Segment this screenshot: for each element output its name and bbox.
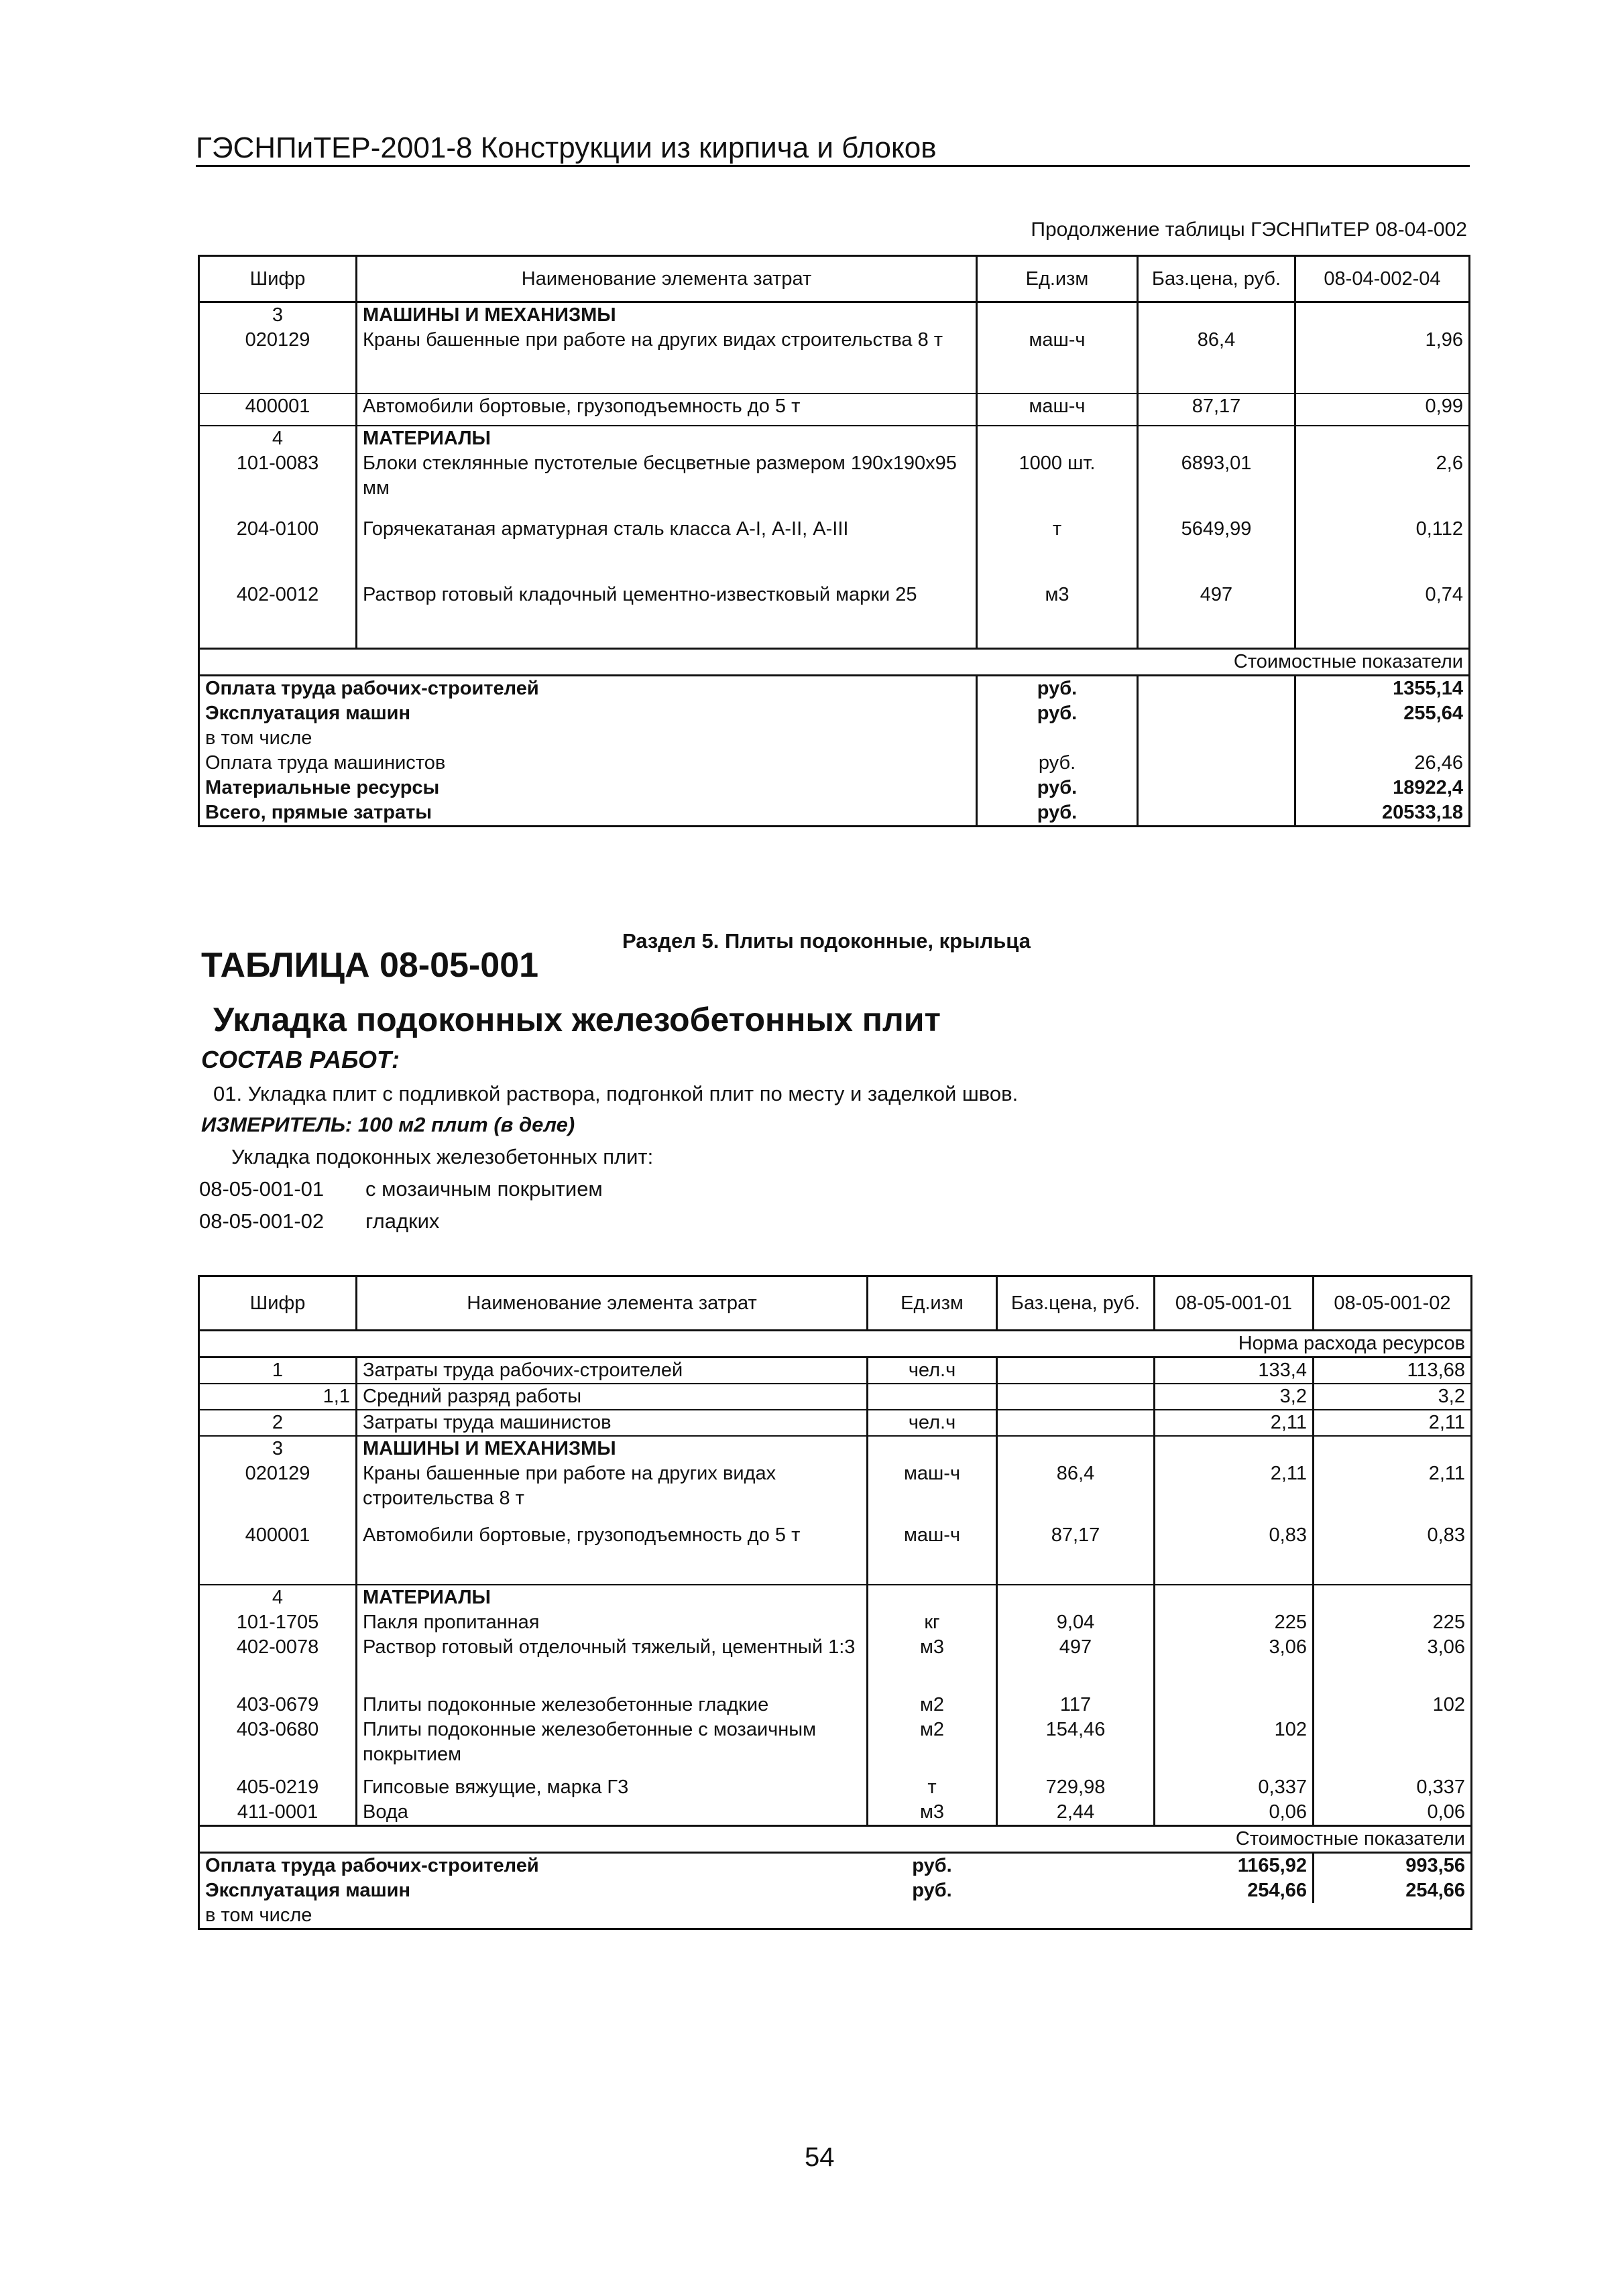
- row-value-1: [1155, 1585, 1314, 1610]
- table-header-row: [199, 1276, 1472, 1331]
- row-code: 020129: [199, 328, 357, 394]
- row-name: Краны башенные при работе на других видах строительства 8 т: [357, 1461, 868, 1523]
- cost-label: Оплата труда рабочих-строителей: [205, 1855, 539, 1876]
- row-unit: 1000 шт.: [977, 451, 1138, 517]
- cost-label: Эксплуатация машин: [205, 1880, 411, 1901]
- row-price: 6893,01: [1138, 451, 1295, 517]
- cost-unit: руб.: [912, 1855, 952, 1876]
- row-value: 1,96: [1295, 328, 1470, 394]
- table-row: [199, 1436, 1472, 1461]
- table-row: [199, 583, 1470, 648]
- cost-header-row: [199, 1826, 1472, 1853]
- row-price: [1138, 302, 1295, 328]
- row-code: 1,1: [199, 1384, 357, 1410]
- row-code: 2: [199, 1410, 357, 1436]
- row-price: 87,17: [997, 1523, 1155, 1585]
- cost-unit: [868, 1903, 997, 1929]
- cost-value-1: 254,66: [1155, 1878, 1314, 1903]
- variant-label: с мозаичным покрытием: [365, 1177, 603, 1201]
- row-value-2: 2,11: [1314, 1410, 1472, 1436]
- cost-unit: руб.: [977, 776, 1138, 800]
- row-unit: т: [868, 1775, 997, 1800]
- row-price: [997, 1384, 1155, 1410]
- table-heading: ТАБЛИЦА 08-05-001: [201, 946, 539, 985]
- row-value-2: 2,11: [1428, 1463, 1465, 1484]
- col-header-variant-2: 08-05-001-02: [1314, 1276, 1472, 1331]
- row-name: Раствор готовый кладочный цементно-известковый марки 25: [357, 583, 977, 648]
- row-unit: кг: [868, 1610, 997, 1635]
- cost-label: Всего, прямые затраты: [205, 801, 432, 823]
- table-row: [199, 1384, 1472, 1410]
- col-header-unit: Ед.изм: [868, 1276, 997, 1331]
- row-value-1: 2,11: [1155, 1410, 1314, 1436]
- cost-row: [199, 751, 1470, 776]
- variant-code: 08-05-001-01: [199, 1177, 325, 1201]
- row-price: 154,46: [997, 1717, 1155, 1775]
- row-code: 411-0001: [199, 1800, 357, 1826]
- variant-code: 08-05-001-02: [199, 1209, 325, 1233]
- row-value-2: 0,06: [1427, 1801, 1465, 1823]
- cost-label: в том числе: [205, 727, 312, 749]
- row-unit: маш-ч: [868, 1461, 997, 1523]
- table-row: [199, 1461, 1472, 1523]
- col-header-price: Баз.цена, руб.: [997, 1276, 1155, 1331]
- row-name: Раствор готовый отделочный тяжелый, цементный 1:3: [357, 1635, 868, 1693]
- row-code: 204-0100: [199, 517, 357, 583]
- cost-label: Оплата труда машинистов: [205, 751, 446, 774]
- table-row: [199, 517, 1470, 583]
- cost-row: [199, 1853, 1472, 1879]
- cost-value: 1355,14: [1393, 677, 1463, 699]
- row-name: МАТЕРИАЛЫ: [357, 426, 977, 451]
- row-value-2: 3,2: [1314, 1384, 1472, 1410]
- row-name: Краны башенные при работе на других видах строительства 8 т: [357, 328, 977, 394]
- table-row: [199, 1523, 1472, 1585]
- cost-row: [199, 1903, 1472, 1929]
- row-value-2: 0,337: [1416, 1776, 1465, 1798]
- section-title: Раздел 5. Плиты подоконные, крыльца: [622, 929, 1031, 953]
- row-name: Автомобили бортовые, грузоподъемность до 5 т: [357, 1523, 868, 1585]
- cost-unit: руб.: [912, 1880, 952, 1901]
- cost-header: Стоимостные показатели: [199, 1826, 1472, 1853]
- cost-unit: [977, 726, 1138, 751]
- cost-unit: руб.: [977, 800, 1138, 827]
- measure-unit: ИЗМЕРИТЕЛЬ: 100 м2 плит (в деле): [201, 1113, 575, 1136]
- row-unit: т: [977, 517, 1138, 583]
- row-unit: чел.ч: [868, 1357, 997, 1384]
- cost-value-2: 993,56: [1405, 1855, 1465, 1876]
- cost-row: [199, 726, 1470, 751]
- cost-row: [199, 701, 1470, 726]
- row-unit: маш-ч: [868, 1523, 997, 1585]
- norm-header-row: [199, 1331, 1472, 1357]
- row-unit: маш-ч: [977, 394, 1138, 426]
- table-row: [199, 1410, 1472, 1436]
- row-code: 101-1705: [199, 1610, 357, 1635]
- cost-value: [1295, 726, 1470, 751]
- row-name: Гипсовые вяжущие, марка Г3: [357, 1775, 868, 1800]
- row-value-1: 0,83: [1155, 1523, 1314, 1585]
- table-row: [199, 1357, 1472, 1384]
- cost-row: [199, 776, 1470, 800]
- cost-row: [199, 800, 1470, 827]
- row-unit: м2: [868, 1717, 997, 1775]
- row-unit: маш-ч: [977, 328, 1138, 394]
- cost-value-2: 254,66: [1405, 1880, 1465, 1901]
- col-header-name: Наименование элемента затрат: [357, 1276, 868, 1331]
- row-code: 1: [199, 1357, 357, 1384]
- variants-title: Укладка подоконных железобетонных плит:: [231, 1145, 654, 1168]
- row-unit: м3: [977, 583, 1138, 648]
- row-name: МАТЕРИАЛЫ: [357, 1585, 868, 1610]
- table-subtitle: Укладка подоконных железобетонных плит: [213, 1001, 941, 1038]
- row-unit: [868, 1436, 997, 1461]
- row-value-1: 0,337: [1155, 1775, 1314, 1800]
- row-code: 403-0679: [199, 1693, 357, 1717]
- row-value-1: 0,06: [1155, 1800, 1314, 1826]
- row-price: [997, 1585, 1155, 1610]
- col-header-code: Шифр: [199, 256, 357, 302]
- row-name: Вода: [357, 1800, 868, 1826]
- row-value-1: 225: [1155, 1610, 1314, 1635]
- row-code: 402-0078: [199, 1635, 357, 1693]
- cost-row: [199, 1878, 1472, 1903]
- row-code: 405-0219: [199, 1775, 357, 1800]
- row-name: МАШИНЫ И МЕХАНИЗМЫ: [357, 1436, 868, 1461]
- table-row: [199, 1693, 1472, 1717]
- norm-header: Норма расхода ресурсов: [199, 1331, 1472, 1357]
- row-name: МАШИНЫ И МЕХАНИЗМЫ: [357, 302, 977, 328]
- cost-label: Эксплуатация машин: [205, 702, 411, 724]
- resource-table-08-05-001: [198, 1275, 1472, 1930]
- row-value-2: 0,83: [1314, 1523, 1472, 1585]
- row-unit: [977, 302, 1138, 328]
- row-code: 020129: [199, 1461, 357, 1523]
- col-header-variant-1: 08-05-001-01: [1155, 1276, 1314, 1331]
- col-header-value: 08-04-002-04: [1295, 256, 1470, 302]
- row-price: 9,04: [997, 1610, 1155, 1635]
- row-value-2: 102: [1432, 1694, 1465, 1715]
- row-value-2: [1314, 1585, 1472, 1610]
- col-header-code: Шифр: [199, 1276, 357, 1331]
- row-price: [1138, 426, 1295, 451]
- row-price: 497: [1138, 583, 1295, 648]
- table-row: [199, 426, 1470, 451]
- row-value-1: 3,06: [1155, 1635, 1314, 1693]
- row-name: Плиты подоконные железобетонные гладкие: [357, 1693, 868, 1717]
- row-value: 0,74: [1425, 584, 1463, 605]
- cost-label: Оплата труда рабочих-строителей: [205, 677, 539, 699]
- work-step: 01. Укладка плит с подливкой раствора, подгонкой плит по месту и заделкой швов.: [213, 1082, 1019, 1105]
- row-code: 400001: [199, 394, 357, 426]
- row-value: [1295, 426, 1470, 451]
- row-value-2: 113,68: [1314, 1357, 1472, 1384]
- row-value-2: [1314, 1717, 1472, 1775]
- row-value: 0,112: [1415, 518, 1463, 540]
- row-code: 4: [199, 1585, 357, 1610]
- cost-value: 255,64: [1403, 702, 1463, 724]
- table-continuation-note: Продолжение таблицы ГЭСНПиТЕР 08-04-002: [1031, 219, 1467, 241]
- row-value: [1295, 302, 1470, 328]
- row-code: 4: [199, 426, 357, 451]
- running-header: ГЭСНПиТЕР-2001-8 Конструкции из кирпича и блоков: [196, 131, 937, 164]
- row-name: Автомобили бортовые, грузоподъемность до 5 т: [357, 394, 977, 426]
- row-code: 101-0083: [199, 451, 357, 517]
- cost-value-1: 1165,92: [1155, 1853, 1314, 1879]
- cost-value: 26,46: [1414, 751, 1463, 774]
- table-row: [199, 394, 1470, 426]
- table-row: [199, 1585, 1472, 1610]
- row-unit: м3: [868, 1800, 997, 1826]
- table-header-row: [199, 256, 1470, 302]
- cost-value-2: [1314, 1903, 1472, 1929]
- col-header-unit: Ед.изм: [977, 256, 1138, 302]
- table-row: [199, 1635, 1472, 1693]
- row-price: [997, 1410, 1155, 1436]
- table-row: [199, 1800, 1472, 1826]
- cost-unit: руб.: [977, 751, 1138, 776]
- cost-value-1: [1155, 1903, 1314, 1929]
- row-name: Горячекатаная арматурная сталь класса А-I, А-II, А-III: [357, 517, 977, 583]
- row-price: 5649,99: [1138, 517, 1295, 583]
- row-value-1: 102: [1155, 1717, 1314, 1775]
- row-price: 729,98: [997, 1775, 1155, 1800]
- row-code: 3: [199, 1436, 357, 1461]
- row-value-2: 225: [1432, 1612, 1465, 1633]
- row-price: 117: [997, 1693, 1155, 1717]
- row-price: 86,4: [1138, 328, 1295, 394]
- row-name: Плиты подоконные железобетонные с мозаичным покрытием: [357, 1717, 868, 1775]
- row-price: 2,44: [997, 1800, 1155, 1826]
- row-price: 86,4: [997, 1461, 1155, 1523]
- cost-value: 20533,18: [1382, 801, 1463, 823]
- page-number: 54: [805, 2142, 835, 2172]
- row-price: [997, 1357, 1155, 1384]
- table-row: [199, 451, 1470, 517]
- cost-header: Стоимостные показатели: [199, 648, 1470, 675]
- row-code: 400001: [199, 1523, 357, 1585]
- row-price: 87,17: [1138, 394, 1295, 426]
- row-name: Блоки стеклянные пустотелые бесцветные размером 190х190х95 мм: [357, 451, 977, 517]
- row-code: 403-0680: [199, 1717, 357, 1775]
- row-value: 2,6: [1436, 452, 1463, 474]
- resource-table-08-04-002: [198, 255, 1470, 827]
- row-unit: [868, 1585, 997, 1610]
- row-value-1: [1155, 1693, 1314, 1717]
- variant-label: гладких: [365, 1209, 440, 1233]
- cost-header-row: [199, 648, 1470, 675]
- header-rule: [196, 165, 1470, 167]
- cost-row: [199, 675, 1470, 701]
- row-code: 3: [199, 302, 357, 328]
- table-row: [199, 1717, 1472, 1775]
- col-header-price: Баз.цена, руб.: [1138, 256, 1295, 302]
- row-unit: м2: [868, 1693, 997, 1717]
- row-unit: чел.ч: [868, 1410, 997, 1436]
- row-value-2: [1314, 1436, 1472, 1461]
- cost-unit: руб.: [977, 701, 1138, 726]
- cost-label: в том числе: [205, 1905, 312, 1926]
- cost-value: 18922,4: [1393, 776, 1463, 798]
- row-value-1: [1155, 1436, 1314, 1461]
- row-name: Средний разряд работы: [357, 1384, 868, 1410]
- table-row: [199, 1775, 1472, 1800]
- row-price: 497: [997, 1635, 1155, 1693]
- row-value-1: 133,4: [1155, 1357, 1314, 1384]
- row-value-1: 2,11: [1155, 1461, 1314, 1523]
- table-row: [199, 302, 1470, 328]
- row-value-1: 3,2: [1155, 1384, 1314, 1410]
- table-row: [199, 1610, 1472, 1635]
- row-value-2: 3,06: [1427, 1636, 1465, 1658]
- row-unit: [977, 426, 1138, 451]
- row-code: 402-0012: [199, 583, 357, 648]
- row-unit: м3: [868, 1635, 997, 1693]
- col-header-name: Наименование элемента затрат: [357, 256, 977, 302]
- row-name: Затраты труда машинистов: [357, 1410, 868, 1436]
- row-name: Затраты труда рабочих-строителей: [357, 1357, 868, 1384]
- row-unit: [868, 1384, 997, 1410]
- cost-unit: руб.: [977, 675, 1138, 701]
- cost-label: Материальные ресурсы: [205, 776, 440, 798]
- work-composition-label: СОСТАВ РАБОТ:: [201, 1046, 400, 1073]
- row-name: Пакля пропитанная: [357, 1610, 868, 1635]
- table-row: [199, 328, 1470, 394]
- row-price: [997, 1436, 1155, 1461]
- row-value: 0,99: [1295, 394, 1470, 426]
